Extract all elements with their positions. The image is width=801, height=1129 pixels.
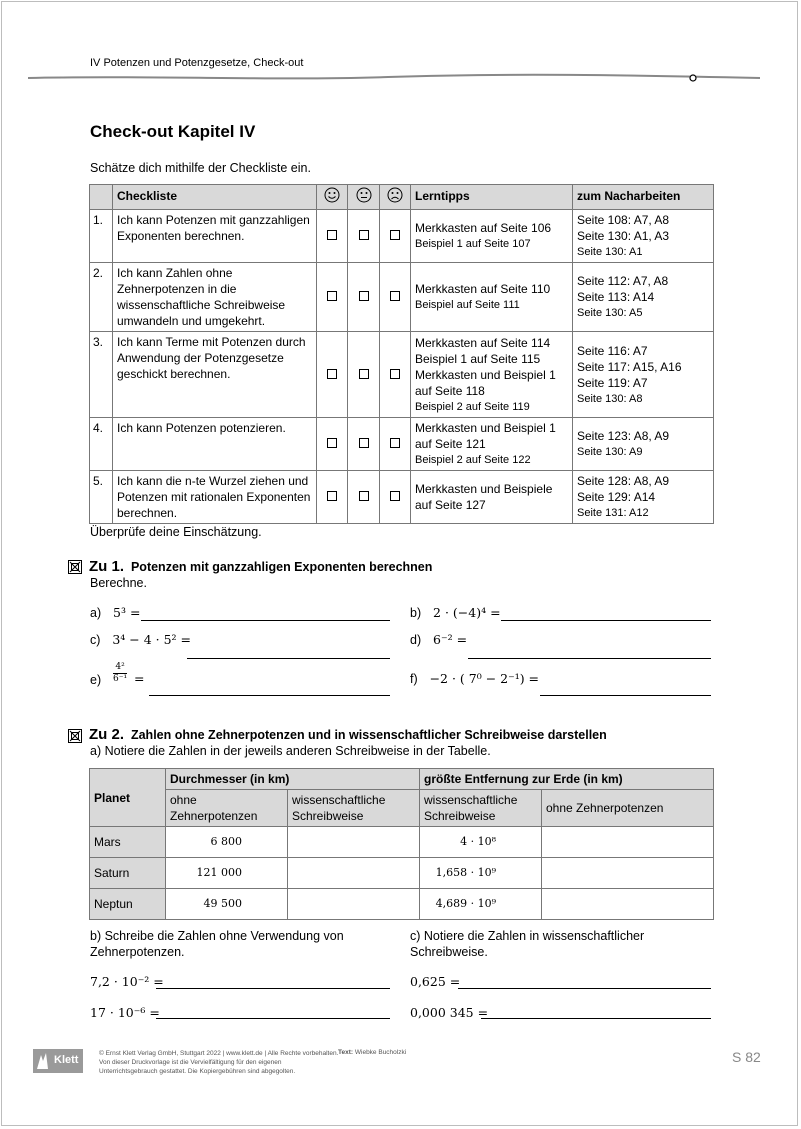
checklist-row [90, 471, 714, 524]
task-b-expression: 2 · (−4)⁴ = [433, 605, 501, 620]
self-assessment-checkbox[interactable] [390, 230, 400, 240]
task-f-expression: −2 · ( 7⁰ − 2⁻¹) = [429, 671, 540, 686]
task-a-expression: 5³ = [113, 605, 141, 620]
section2-heading: Zahlen ohne Zehnerpotenzen und in wissenschaftlicher Schreibweise darstellen [130, 728, 607, 742]
distance-plain-input[interactable] [542, 889, 714, 920]
row-tips [411, 471, 573, 524]
review-item: Seite 113: A14 [577, 290, 655, 304]
review-item: Seite 130: A8 [577, 392, 643, 405]
row-number: 5. [90, 471, 113, 524]
self-assessment-checkbox[interactable] [390, 438, 400, 448]
task-checkbox-icon[interactable] [68, 729, 82, 743]
tip-item: Beispiel 1 auf Seite 107 [415, 238, 531, 250]
diameter-sci-input[interactable] [288, 858, 420, 889]
task-e-label: e) [90, 673, 102, 687]
tip-item: Merkkasten auf Seite 114 [415, 335, 551, 350]
task-e-equals: = [134, 671, 145, 686]
row-number: 4. [90, 418, 113, 471]
self-assessment-checkbox[interactable] [327, 369, 337, 379]
answer-line-c2[interactable] [481, 1018, 711, 1019]
row-tips [411, 263, 573, 332]
row-statement: Ich kann die n-te Wurzel ziehen und Potenzen mit rationalen Exponenten berechnen. [113, 471, 317, 524]
smiley-sad-icon [380, 185, 411, 210]
copyright-text: © Ernst Klett Verlag GmbH, Stuttgart 2022 | www.klett.de | Alle Rechte vorbehalten. Von dieser Druckvorlage ist die Vervielfältigung für den eigenen Unterrichtsgebrauch gestattet. Die Kopiergebühren sind abgegolten. [99, 1050, 339, 1075]
answer-line-a[interactable] [141, 620, 390, 621]
tip-item: Merkkasten auf Seite 106 [415, 221, 552, 235]
planet-header: Planet [90, 769, 166, 827]
planet-name: Mars [90, 827, 166, 858]
col-sci-distance: wissenschaftliche Schreibweise [420, 790, 542, 827]
page-title: Check-out Kapitel IV [90, 122, 256, 141]
task-f-label: f) [410, 672, 418, 686]
self-assessment-checkbox[interactable] [359, 230, 369, 240]
planet-name: Neptun [90, 889, 166, 920]
diameter-plain-value: 49 500 [166, 889, 288, 920]
review-item: Seite 129: A14 [577, 490, 656, 504]
distance-plain-input[interactable] [542, 858, 714, 889]
section2-instruction-c: c) Notiere die Zahlen in wissenschaftlicher Schreibweise. [410, 929, 645, 959]
task-e-numerator: 4² [113, 662, 127, 674]
self-assessment-checkbox[interactable] [390, 491, 400, 501]
task-c-label: c) [90, 633, 101, 647]
self-assessment-checkbox[interactable] [359, 491, 369, 501]
planet-row [90, 858, 714, 889]
planet-table [89, 768, 714, 920]
self-assessment-checkbox[interactable] [390, 369, 400, 379]
diameter-sci-input[interactable] [288, 827, 420, 858]
section1-instruction: Berechne. [90, 576, 147, 590]
row-tips [411, 418, 573, 471]
self-assessment-checkbox[interactable] [359, 438, 369, 448]
section1-number: Zu 1. [89, 558, 125, 575]
row-statement: Ich kann Zahlen ohne Zehnerpotenzen in die wissenschaftliche Schreibweise umwandeln und umgekehrt. [113, 263, 317, 332]
checklist-table [89, 184, 714, 524]
tip-item: Merkkasten und Beispiel 1 auf Seite 121 [415, 421, 556, 451]
review-item: Seite 116: A7 [577, 343, 648, 358]
planet-row [90, 827, 714, 858]
checklist-row [90, 263, 714, 332]
checklist-header-row [90, 185, 714, 210]
self-assessment-checkbox[interactable] [327, 438, 337, 448]
task-b1-expression: 7,2 · 10⁻² = [90, 974, 164, 989]
answer-line-b[interactable] [501, 620, 711, 621]
task-d-expression: 6⁻² = [433, 632, 468, 647]
review-item: Seite 119: A7 [577, 375, 648, 390]
row-review [573, 471, 714, 524]
checklist-row [90, 332, 714, 418]
row-number: 2. [90, 263, 113, 332]
review-header: zum Nacharbeiten [573, 185, 714, 210]
tips-header: Lerntipps [411, 185, 573, 210]
review-item: Seite 130: A1, A3 [577, 229, 670, 243]
col-plain-diameter: ohne Zehnerpotenzen [166, 790, 288, 827]
review-item: Seite 130: A1 [577, 246, 643, 258]
author-name: Wiebke Bucholzki [354, 1049, 407, 1056]
smiley-neutral-icon [348, 185, 380, 210]
row-tips [411, 210, 573, 263]
chapter-header: IV Potenzen und Potenzgesetze, Check-out [90, 57, 304, 69]
row-tips [411, 332, 573, 418]
section1-heading: Potenzen mit ganzzahligen Exponenten berechnen [130, 560, 433, 574]
self-assessment-checkbox[interactable] [390, 291, 400, 301]
self-assessment-checkbox[interactable] [359, 369, 369, 379]
review-item: Seite 130: A9 [577, 446, 643, 458]
diameter-plain-value: 6 800 [166, 827, 288, 858]
review-text: Überprüfe deine Einschätzung. [90, 525, 262, 539]
planet-row [90, 889, 714, 920]
row-statement: Ich kann Potenzen potenzieren. [113, 418, 317, 471]
review-item: Seite 108: A7, A8 [577, 213, 670, 227]
task-c2-expression: 0,000 345 = [410, 1005, 489, 1020]
section1-title [89, 558, 432, 575]
self-assessment-checkbox[interactable] [359, 291, 369, 301]
row-review [573, 210, 714, 263]
task-b-label: b) [410, 606, 422, 620]
answer-line-f[interactable] [540, 695, 711, 696]
task-c1-expression: 0,625 = [410, 974, 461, 989]
review-item: Seite 123: A8, A9 [577, 429, 670, 443]
row-review [573, 418, 714, 471]
distance-header: größte Entfernung zur Erde (in km) [420, 769, 714, 790]
task-c-expression: 3⁴ − 4 · 5² = [112, 632, 192, 647]
tip-item: Merkkasten und Beispiele auf Seite 127 [415, 482, 553, 512]
task-d-label: d) [410, 633, 422, 647]
diameter-header: Durchmesser (in km) [166, 769, 420, 790]
answer-line-c1[interactable] [458, 988, 711, 989]
distance-sci-value: 1,658 · 10⁹ [420, 858, 542, 889]
page-number: S 82 [732, 1049, 761, 1065]
task-a-label: a) [90, 606, 102, 620]
self-assessment-checkbox[interactable] [327, 491, 337, 501]
self-assessment-checkbox[interactable] [327, 291, 337, 301]
review-item: Seite 117: A15, A16 [577, 359, 682, 374]
task-checkbox-icon[interactable] [68, 560, 82, 574]
task-b2-expression: 17 · 10⁻⁶ = [90, 1005, 160, 1020]
row-review [573, 263, 714, 332]
row-number: 1. [90, 210, 113, 263]
answer-line-b1[interactable] [156, 988, 390, 989]
review-item: Seite 128: A8, A9 [577, 474, 670, 488]
row-number: 3. [90, 332, 113, 418]
section2-instruction-a: a) Notiere die Zahlen in der jeweils anderen Schreibweise in der Tabelle. [90, 744, 491, 758]
tip-item: Merkkasten auf Seite 110 [415, 282, 551, 296]
klett-logo [33, 1049, 83, 1073]
task-e-fraction [113, 662, 127, 685]
row-statement: Ich kann Potenzen mit ganzzahligen Exponenten berechnen. [113, 210, 317, 263]
col-sci-diameter: wissenschaftliche Schreibweise [288, 790, 420, 827]
distance-plain-input[interactable] [542, 827, 714, 858]
smiley-happy-icon [317, 185, 348, 210]
row-review [573, 332, 714, 418]
tip-item: Beispiel 1 auf Seite 115 [415, 351, 541, 366]
task-e-denominator: 6⁻¹ [113, 674, 128, 684]
answer-line-c[interactable] [187, 658, 390, 659]
row-statement: Ich kann Terme mit Potenzen durch Anwendung der Potenzgesetze geschickt berechnen. [113, 332, 317, 418]
section2-number: Zu 2. [89, 726, 125, 743]
col-plain-distance: ohne Zehnerpotenzen [542, 790, 714, 827]
section2-instruction-b: b) Schreibe die Zahlen ohne Verwendung von Zehnerpotenzen. [90, 929, 344, 959]
review-item: Seite 131: A12 [577, 507, 649, 519]
answer-line-b2[interactable] [156, 1018, 390, 1019]
tip-item: Beispiel 2 auf Seite 122 [415, 454, 531, 466]
tip-item: Beispiel 2 auf Seite 119 [415, 400, 530, 413]
self-assessment-checkbox[interactable] [327, 230, 337, 240]
tip-item: Merkkasten und Beispiel 1 auf Seite 118 [415, 367, 556, 398]
intro-text: Schätze dich mithilfe der Checkliste ein. [90, 161, 311, 175]
diameter-plain-value: 121 000 [166, 858, 288, 889]
review-item: Seite 112: A7, A8 [577, 274, 669, 288]
checklist-row [90, 418, 714, 471]
author-label: Text: [338, 1049, 354, 1056]
author-line [338, 1049, 406, 1056]
logo-text: Klett [54, 1054, 79, 1066]
diameter-sci-input[interactable] [288, 889, 420, 920]
planet-name: Saturn [90, 858, 166, 889]
header-wave-line [28, 72, 760, 84]
answer-line-d[interactable] [468, 658, 711, 659]
distance-sci-value: 4 · 10⁸ [420, 827, 542, 858]
answer-line-e[interactable] [149, 695, 390, 696]
checklist-row [90, 210, 714, 263]
review-item: Seite 130: A5 [577, 307, 643, 319]
checklist-header: Checkliste [113, 185, 317, 210]
section2-title [89, 726, 607, 743]
distance-sci-value: 4,689 · 10⁹ [420, 889, 542, 920]
tip-item: Beispiel auf Seite 111 [415, 299, 520, 311]
